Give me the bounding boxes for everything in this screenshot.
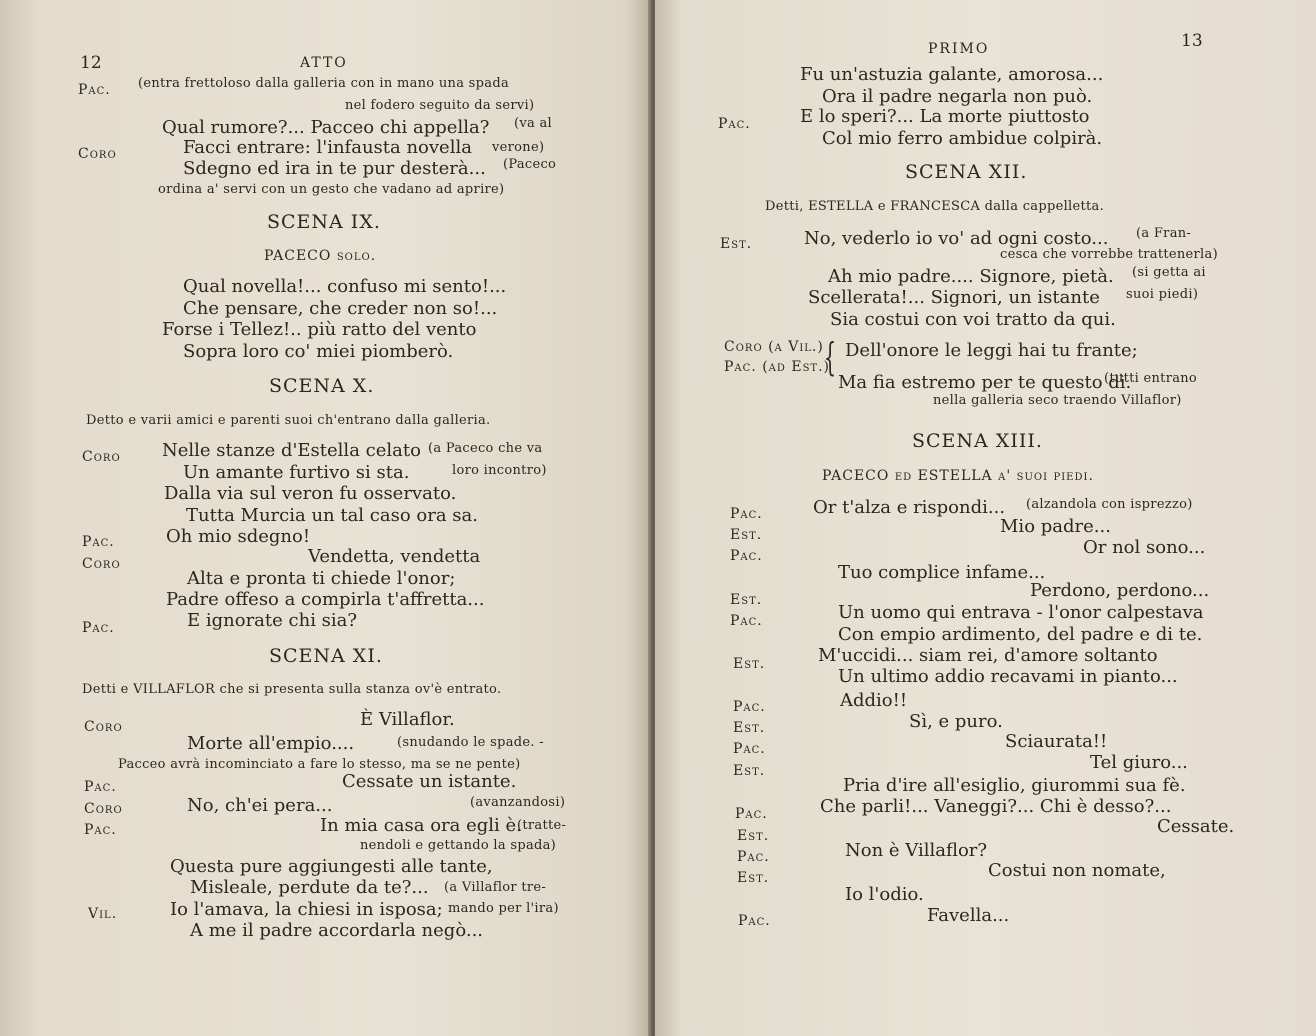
- verse-line: Sia costui con voi tratto da qui.: [830, 309, 1116, 330]
- speaker-label: Est.: [730, 592, 763, 608]
- stage-direction: (a Fran-: [1136, 226, 1192, 241]
- speaker-label: Coro: [82, 556, 121, 572]
- stage-direction: (alzandola con isprezzo): [1026, 497, 1193, 512]
- verse-line: M'uccidi... siam rei, d'amore soltanto: [818, 645, 1158, 666]
- speaker-label: Pac.: [84, 822, 117, 838]
- verse-line: Pria d'ire all'esiglio, giurommi sua fè.: [843, 775, 1186, 796]
- verse-line: Sì, e puro.: [909, 711, 1003, 732]
- stage-direction: nella galleria seco traendo Villaflor): [933, 393, 1182, 408]
- speaker-label: Pac.: [718, 116, 751, 132]
- stage-direction: Detti e VILLAFLOR che si presenta sulla stanza ov'è entrato.: [82, 682, 502, 697]
- speaker-label: Coro: [82, 449, 121, 465]
- speaker-label: Pac.: [733, 699, 766, 715]
- speaker-label: Pac.: [735, 806, 768, 822]
- verse-line: Tutta Murcia un tal caso ora sa.: [186, 505, 478, 526]
- verse-line: Sopra loro co' miei piomberò.: [183, 341, 454, 362]
- stage-direction: Pacceo avrà incominciato a fare lo stesso, ma se ne pente): [118, 757, 521, 772]
- stage-direction: nel fodero seguito da servi): [345, 98, 535, 113]
- verse-line: Un amante furtivo si sta.: [183, 462, 410, 483]
- page-number: 12: [80, 53, 102, 73]
- scene-heading: SCENA XIII.: [912, 430, 1043, 452]
- verse-line: Misleale, perdute da te?...: [190, 877, 429, 898]
- stage-direction: Detti, ESTELLA e FRANCESCA dalla cappelletta.: [765, 199, 1105, 214]
- speaker-label: Coro: [84, 719, 123, 735]
- speaker-label: Est.: [720, 236, 753, 252]
- verse-line: Morte all'empio....: [187, 733, 355, 754]
- verse-line: E ignorate chi sia?: [187, 610, 358, 631]
- stage-direction: mando per l'ira): [448, 901, 559, 916]
- stage-direction: verone): [492, 140, 545, 155]
- stage-direction: (tratte-: [517, 818, 567, 833]
- verse-line: Ora il padre negarla non può.: [822, 86, 1093, 107]
- scene-heading: SCENA XII.: [905, 161, 1028, 183]
- page-number: 13: [1181, 31, 1203, 51]
- verse-line: Che pensare, che creder non so!...: [183, 298, 498, 319]
- verse-line: Mio padre...: [1000, 516, 1111, 537]
- speaker-label: Est.: [733, 656, 766, 672]
- verse-line: Non è Villaflor?: [845, 840, 988, 861]
- speaker-label: Vil.: [88, 906, 118, 922]
- verse-line: Vendetta, vendetta: [308, 546, 481, 567]
- running-head: ATTO: [300, 55, 348, 71]
- speaker-label: Est.: [737, 870, 770, 886]
- verse-line: In mia casa ora egli è.: [320, 815, 522, 836]
- scene-heading: SCENA X.: [269, 375, 375, 397]
- verse-line: Padre offeso a compirla t'affretta...: [166, 589, 485, 610]
- verse-line: Sciaurata!!: [1005, 731, 1108, 752]
- stage-direction: (tutti entrano: [1104, 371, 1198, 386]
- speaker-label: Est.: [737, 828, 770, 844]
- verse-line: A me il padre accordarla negò...: [190, 920, 484, 941]
- stage-direction: (snudando le spade. -: [397, 735, 544, 750]
- speaker-label: Est.: [733, 763, 766, 779]
- verse-line: È Villaflor.: [360, 709, 455, 730]
- speaker-label: Pac. (ad Est.): [724, 359, 830, 375]
- verse-line: Dell'onore le leggi hai tu frante;: [845, 340, 1138, 361]
- verse-line: Favella...: [927, 905, 1010, 926]
- verse-line: Sdegno ed ira in te pur desterà...: [183, 158, 486, 179]
- stage-direction: (a Villaflor tre-: [444, 880, 547, 895]
- speaker-label: Pac.: [78, 82, 111, 98]
- speaker-label: Pac.: [733, 741, 766, 757]
- right-page: [655, 0, 1316, 1036]
- verse-line: Ma fia estremo per te questo dì.: [838, 372, 1132, 393]
- verse-line: Or t'alza e rispondi...: [813, 497, 1006, 518]
- speaker-label: Pac.: [82, 620, 115, 636]
- verse-line: E lo speri?... La morte piuttosto: [800, 106, 1090, 127]
- verse-line: Tel giuro...: [1090, 752, 1188, 773]
- verse-line: Forse i Tellez!.. più ratto del vento: [162, 319, 477, 340]
- verse-line: Costui non nomate,: [988, 860, 1166, 881]
- verse-line: Facci entrare: l'infausta novella: [183, 137, 472, 158]
- stage-direction: loro incontro): [452, 463, 547, 478]
- verse-line: Un ultimo addio recavami in pianto...: [838, 666, 1178, 687]
- left-page: [0, 0, 652, 1036]
- verse-line: Questa pure aggiungesti alle tante,: [170, 856, 493, 877]
- stage-direction: ordina a' servi con un gesto che vadano ad aprire): [158, 182, 505, 197]
- scene-heading: SCENA XI.: [269, 645, 383, 667]
- speaker-label: Est.: [733, 720, 766, 736]
- running-head: PRIMO: [928, 41, 990, 57]
- verse-line: Fu un'astuzia galante, amorosa...: [800, 64, 1104, 85]
- verse-line: Io l'odio.: [845, 884, 924, 905]
- stage-direction: cesca che vorrebbe trattenerla): [1000, 247, 1218, 262]
- verse-line: Perdono, perdono...: [1030, 580, 1210, 601]
- verse-line: Qual novella!... confuso mi sento!...: [183, 276, 507, 297]
- verse-line: Col mio ferro ambidue colpirà.: [822, 128, 1103, 149]
- speaker-label: Pac.: [738, 913, 771, 929]
- speaker-label: Coro (a Vil.): [724, 339, 824, 355]
- speaker-label: Coro: [78, 146, 117, 162]
- speaker-label: Pac.: [82, 534, 115, 550]
- speaker-label: Pac.: [730, 548, 763, 564]
- verse-line: Qual rumore?... Pacceo chi appella?: [162, 117, 490, 138]
- speaker-label: Pac.: [84, 779, 117, 795]
- speaker-label: Coro: [84, 801, 123, 817]
- verse-line: Addio!!: [840, 690, 908, 711]
- verse-line: Oh mio sdegno!: [166, 526, 311, 547]
- verse-line: Cessate.: [1157, 816, 1235, 837]
- verse-line: Alta e pronta ti chiede l'onor;: [187, 568, 456, 589]
- verse-line: Nelle stanze d'Estella celato: [162, 440, 421, 461]
- stage-direction: (si getta ai: [1132, 265, 1206, 280]
- speaker-label: Pac.: [730, 613, 763, 629]
- stage-direction: Detto e varii amici e parenti suoi ch'entrano dalla galleria.: [86, 413, 491, 428]
- stage-direction: (Paceco: [503, 157, 557, 172]
- verse-line: No, vederlo io vo' ad ogni costo...: [804, 228, 1109, 249]
- verse-line: Scellerata!... Signori, un istante: [808, 287, 1100, 308]
- stage-direction: (avanzandosi): [470, 795, 566, 810]
- verse-line: Ah mio padre.... Signore, pietà.: [828, 266, 1114, 287]
- speaker-label: PACECO solo.: [264, 248, 377, 264]
- verse-line: Tuo complice infame...: [838, 562, 1046, 583]
- speaker-label: Pac.: [730, 506, 763, 522]
- stage-direction: (entra frettoloso dalla galleria con in mano una spada: [138, 76, 510, 91]
- stage-direction: (va al: [514, 116, 553, 131]
- verse-line: Con empio ardimento, del padre e di te.: [838, 624, 1203, 645]
- stage-direction: nendoli e gettando la spada): [360, 838, 557, 853]
- stage-direction: suoi piedi): [1126, 287, 1199, 302]
- verse-line: Un uomo qui entrava - l'onor calpestava: [838, 602, 1204, 623]
- verse-line: Che parli!... Vaneggi?... Chi è desso?...: [820, 796, 1172, 817]
- scene-heading: SCENA IX.: [267, 211, 381, 233]
- speaker-label: Est.: [730, 527, 763, 543]
- speaker-label: Pac.: [737, 849, 770, 865]
- verse-line: Cessate un istante.: [342, 771, 517, 792]
- brace: {: [824, 335, 837, 379]
- verse-line: Dalla via sul veron fu osservato.: [164, 483, 457, 504]
- verse-line: Or nol sono...: [1083, 537, 1206, 558]
- stage-direction: (a Paceco che va: [428, 441, 543, 456]
- speaker-label: PACECO ed ESTELLA a' suoi piedi.: [822, 468, 1094, 484]
- verse-line: No, ch'ei pera...: [187, 795, 333, 816]
- verse-line: Io l'amava, la chiesi in isposa;: [170, 899, 443, 920]
